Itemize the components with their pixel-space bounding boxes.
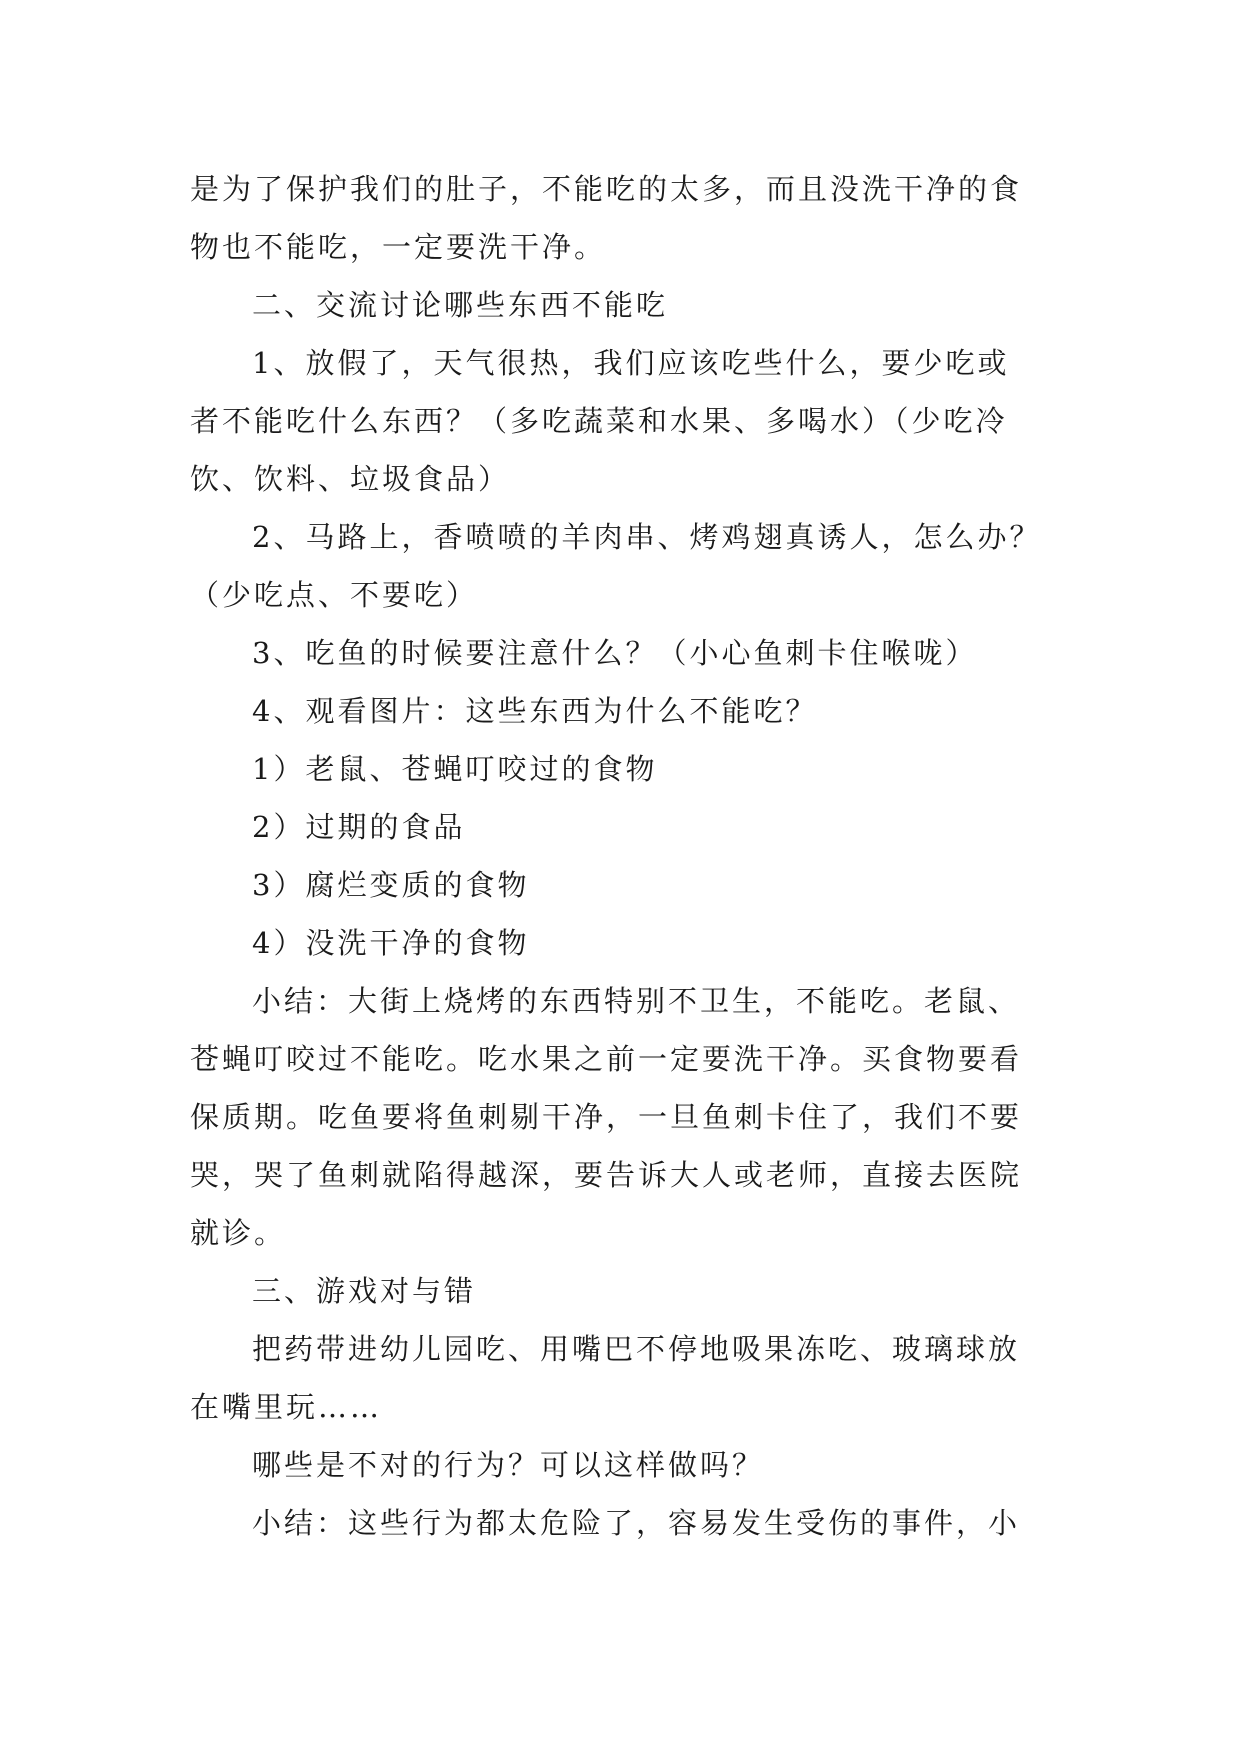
text-line: 哪些是不对的行为？可以这样做吗？	[252, 1448, 765, 1482]
text-line: 3、吃鱼的时候要注意什么？（小心鱼刺卡住喉咙）	[252, 636, 978, 670]
text-line: 4、观看图片：这些东西为什么不能吃？	[252, 694, 818, 728]
document-body	[190, 160, 1050, 1552]
text-line: 在嘴里玩……	[190, 1390, 383, 1424]
text-line: 者不能吃什么东西？（多吃蔬菜和水果、多喝水）（少吃冷	[190, 404, 1008, 438]
text-line: 保质期。吃鱼要将鱼刺剔干净，一旦鱼刺卡住了，我们不要	[190, 1100, 1023, 1134]
text-line: 小结：大街上烧烤的东西特别不卫生，不能吃。老鼠、	[252, 984, 1021, 1018]
text-line: 哭，哭了鱼刺就陷得越深，要告诉大人或老师，直接去医院	[190, 1158, 1023, 1192]
text-line: 2、马路上，香喷喷的羊肉串、烤鸡翅真诱人，怎么办？	[252, 520, 1042, 554]
text-line: 物也不能吃，一定要洗干净。	[190, 230, 607, 264]
text-line: 1、放假了，天气很热，我们应该吃些什么，要少吃或	[252, 346, 1010, 380]
text-line: （少吃点、不要吃）	[190, 578, 479, 612]
section-heading: 三、游戏对与错	[252, 1274, 477, 1308]
text-line: 苍蝇叮咬过不能吃。吃水果之前一定要洗干净。买食物要看	[190, 1042, 1023, 1076]
list-item: 3）腐烂变质的食物	[252, 868, 530, 902]
list-item: 4）没洗干净的食物	[252, 926, 530, 960]
section-heading: 二、交流讨论哪些东西不能吃	[252, 288, 669, 322]
text-line: 小结：这些行为都太危险了，容易发生受伤的事件，小	[252, 1506, 1021, 1540]
text-line: 是为了保护我们的肚子，不能吃的太多，而且没洗干净的食	[190, 172, 1023, 206]
list-item: 2）过期的食品	[252, 810, 466, 844]
text-line: 把药带进幼儿园吃、用嘴巴不停地吸果冻吃、玻璃球放	[252, 1332, 1021, 1366]
list-item: 1）老鼠、苍蝇叮咬过的食物	[252, 752, 658, 786]
text-line: 饮、饮料、垃圾食品）	[190, 462, 511, 496]
text-line: 就诊。	[190, 1216, 287, 1250]
